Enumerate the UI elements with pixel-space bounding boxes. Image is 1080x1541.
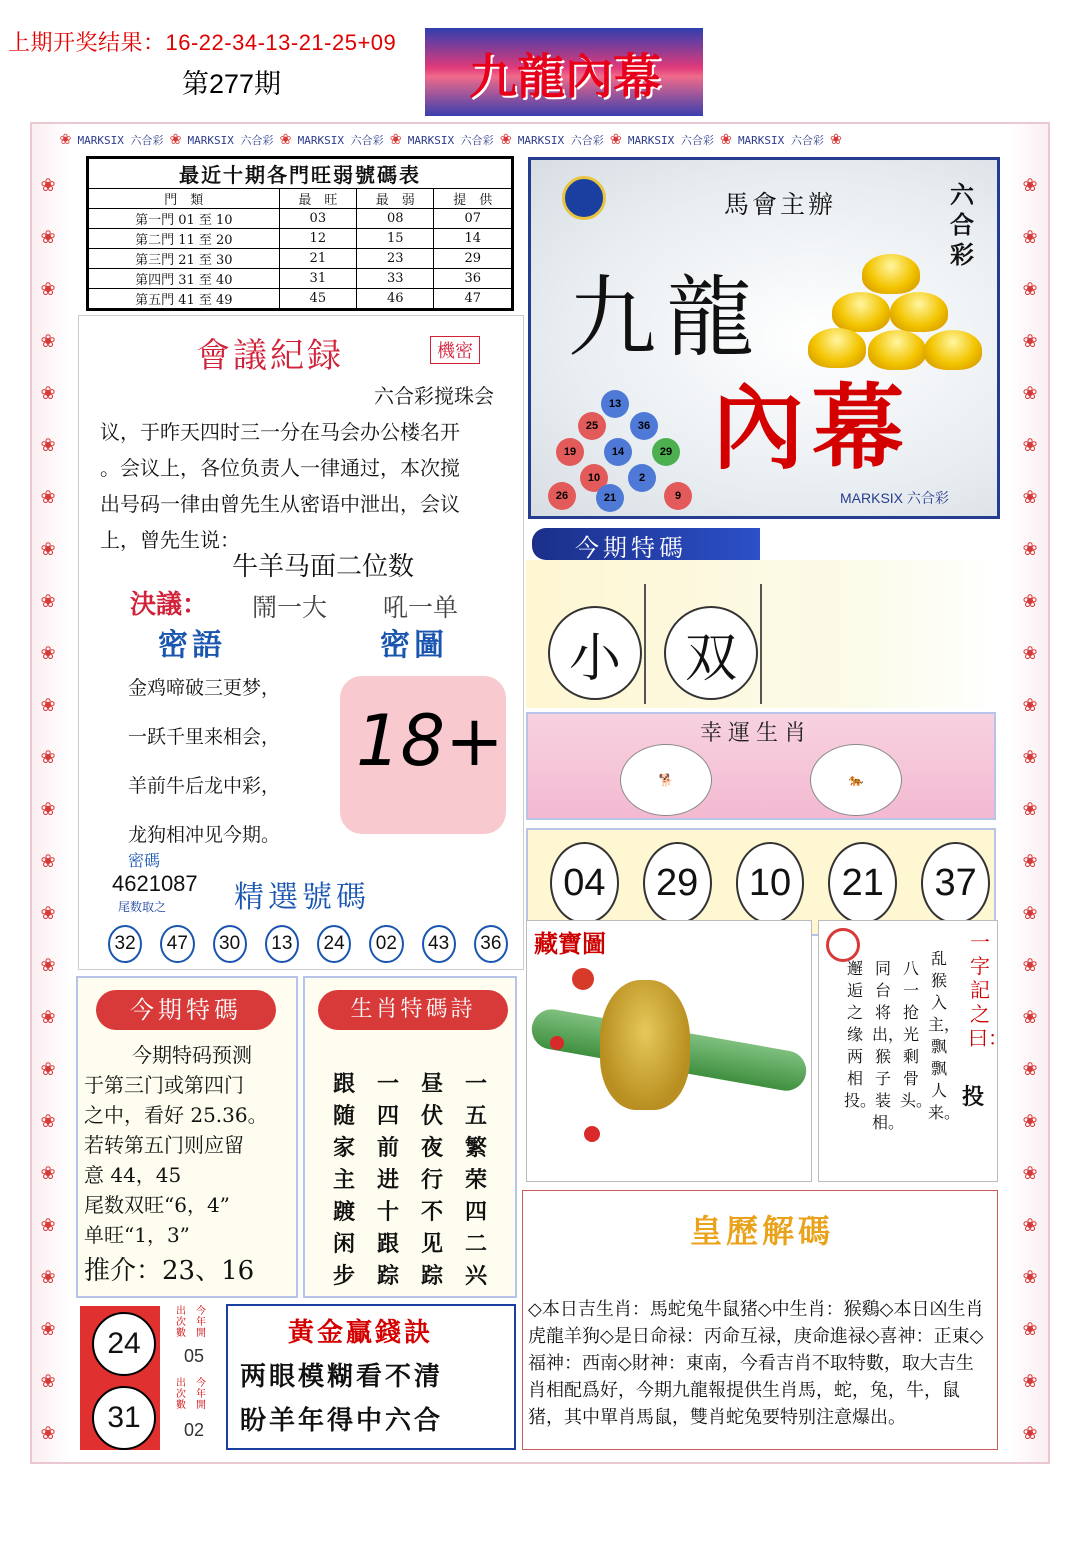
lottery-ball: 29: [652, 438, 680, 466]
table-cell: 第五門 41 至 49: [89, 289, 280, 309]
poem-line: 金鸡啼破三更梦，: [128, 677, 281, 699]
prediction-line: 单旺“1，3”: [84, 1223, 190, 1247]
prediction-line: 若转第五门则应留: [84, 1133, 244, 1157]
frequency-label: 今年開: [196, 1378, 206, 1411]
poem-line: 一跃千里来相会，: [128, 726, 281, 748]
poem-column: 一四前进十跟踪: [376, 1071, 399, 1289]
table-cell: 47: [434, 289, 512, 309]
selected-number: 30: [213, 925, 247, 963]
divider: [644, 584, 646, 704]
table-cell: 45: [279, 289, 356, 309]
border-left-flowers: ❀ ❀ ❀ ❀ ❀ ❀ ❀ ❀ ❀ ❀ ❀ ❀ ❀ ❀ ❀ ❀ ❀ ❀ ❀ ❀ ❀ ❀ ❀ ❀ ❀: [40, 175, 56, 1444]
brand-text: MARKSIX 六合彩: [627, 134, 714, 147]
lottery-ball: 9: [664, 482, 692, 510]
special-pick: 双: [664, 606, 758, 700]
hero-subtitle: 馬會主辦: [724, 190, 837, 219]
table-cell: 03: [279, 209, 356, 229]
table-cell: 第二門 11 至 20: [89, 229, 280, 249]
brand-text: MARKSIX 六合彩: [187, 134, 274, 147]
selected-number: 36: [474, 925, 508, 963]
lottery-ball: 19: [556, 438, 584, 466]
lucky-number: 37: [921, 842, 990, 924]
table-row: [89, 229, 512, 249]
gold-ingot-icon: [862, 254, 920, 294]
almanac-title: 皇歷解碼: [690, 1212, 835, 1250]
special-code-title: 今期特碼: [575, 534, 687, 562]
lottery-ball: 10: [580, 464, 608, 492]
poem-line: 龙狗相冲见今期。: [128, 824, 281, 846]
frequency-label: 出次數: [176, 1306, 186, 1339]
prediction-line: 今期特码预测: [132, 1043, 252, 1067]
cherry-icon: [584, 1126, 600, 1142]
selected-numbers-row: [108, 925, 508, 963]
table-cell: 33: [357, 269, 434, 289]
table-row: [89, 249, 512, 269]
secret-tag: 機密: [430, 336, 480, 364]
zodiac-line: 牛羊马面二位数: [232, 552, 415, 582]
banner-title: 九龍內幕: [468, 49, 661, 105]
monkey-icon: [600, 980, 690, 1110]
flower-icon: ❀: [390, 128, 402, 149]
meeting-poem: [128, 664, 280, 860]
prediction-title: 今期特碼: [96, 990, 276, 1030]
prediction-line: 意 44，45: [84, 1163, 182, 1187]
logo-icon: [562, 176, 606, 220]
brand-text: MARKSIX 六合彩: [297, 134, 384, 147]
lucky-zodiac-title: 幸運生肖: [700, 721, 813, 746]
lucky-numbers-row: [550, 842, 990, 924]
meeting-line: 。会议上，各位负责人一律通过，本次搅: [100, 456, 460, 480]
lottery-ball: 13: [601, 390, 629, 418]
treasure-title: 藏寶圖: [534, 929, 606, 958]
special-pick: 小: [548, 606, 642, 700]
one-word-label: 一字記之曰：: [968, 930, 1008, 1050]
table-cell: 08: [357, 209, 434, 229]
one-word: 投: [962, 1084, 985, 1110]
meeting-title: 會議紀録: [196, 336, 344, 376]
brand-text: MARKSIX 六合彩: [737, 134, 824, 147]
issue-number: 第277期: [182, 69, 282, 99]
dog-icon: 🐕: [620, 744, 712, 816]
table-row: [89, 269, 512, 289]
gold-formula-title: 黃金贏錢訣: [288, 1318, 434, 1348]
code-note: 尾数取之: [118, 900, 167, 914]
table-header: 提 供: [434, 189, 512, 209]
riddle-a: 鬧一大: [252, 593, 328, 622]
border-right-flowers: ❀ ❀ ❀ ❀ ❀ ❀ ❀ ❀ ❀ ❀ ❀ ❀ ❀ ❀ ❀ ❀ ❀ ❀ ❀ ❀ ❀ ❀ ❀ ❀ ❀: [1022, 175, 1038, 1444]
frequency-count: 05: [184, 1346, 205, 1366]
last-result-text: 上期开奖结果：16-22-34-13-21-25+09: [8, 30, 397, 55]
prediction-line: 于第三门或第四门: [84, 1073, 244, 1097]
prediction-line: 之中，看好 25.36。: [84, 1103, 268, 1127]
lottery-ball: 36: [630, 412, 658, 440]
brand-text: MARKSIX 六合彩: [407, 134, 494, 147]
table-header: 最 旺: [279, 189, 356, 209]
seal-icon: [826, 928, 860, 962]
divider: [760, 584, 762, 704]
secret-words-label: 密語: [158, 628, 226, 663]
verse-column: 乱猴入主，飘飘人来。: [928, 949, 961, 1122]
poem-line: 羊前牛后龙中彩，: [128, 775, 281, 797]
gold-formula-line: 盼羊年得中六合: [240, 1406, 444, 1436]
frequency-number: 31: [92, 1386, 156, 1450]
table-header: 最 弱: [357, 189, 434, 209]
table-header: 門 類: [89, 189, 280, 209]
poem-column: 一五繁荣四二兴: [464, 1071, 487, 1289]
meeting-text: [100, 378, 500, 558]
hero-title-sub: 內幕: [712, 375, 913, 482]
lottery-ball: 14: [604, 438, 632, 466]
meeting-line: 上，曾先生说：: [100, 528, 240, 552]
prediction-text: [84, 1040, 298, 1286]
gold-ingot-icon: [868, 330, 926, 370]
selected-number: 32: [108, 925, 142, 963]
table-cell: 12: [279, 229, 356, 249]
brand-text: MARKSIX 六合彩: [77, 134, 164, 147]
flower-icon: ❀: [610, 128, 622, 149]
table-title: 最近十期各門旺弱號碼表: [89, 159, 512, 189]
lucky-number: 21: [828, 842, 897, 924]
poem-column: 跟随家主踱闲步: [332, 1071, 355, 1289]
table-cell: 23: [357, 249, 434, 269]
gold-ingot-icon: [808, 328, 866, 368]
poem-column: 昼伏夜行不见踪: [420, 1071, 443, 1289]
secret-picture-label: 密圖: [380, 628, 448, 663]
flower-icon: ❀: [720, 128, 732, 149]
tiger-icon: 🐅: [810, 744, 902, 816]
flower-icon: ❀: [170, 128, 181, 149]
selected-numbers-title: 精選號碼: [234, 880, 370, 915]
secret-picture-text: 18+: [356, 700, 504, 782]
gold-ingot-icon: [890, 292, 948, 332]
sun-icon: [572, 968, 594, 990]
selected-number: 02: [369, 925, 403, 963]
selected-number: 24: [317, 925, 351, 963]
brand-text: MARKSIX 六合彩: [517, 134, 604, 147]
lucky-number: 04: [550, 842, 619, 924]
hero-lottery-label: 六合彩: [950, 180, 974, 269]
zodiac-poem-title: 生肖特碼詩: [318, 990, 508, 1030]
frequency-count: 02: [184, 1420, 205, 1440]
table-cell: 15: [357, 229, 434, 249]
table-cell: 第一門 01 至 10: [89, 209, 280, 229]
lottery-ball: 2: [628, 464, 656, 492]
selected-number: 13: [265, 925, 299, 963]
code-label: 密碼: [128, 851, 161, 870]
border-top-brand: [60, 128, 841, 149]
table-cell: 31: [279, 269, 356, 289]
table-cell: 46: [357, 289, 434, 309]
gold-ingot-icon: [832, 292, 890, 332]
hero-brand: MARKSIX 六合彩: [840, 490, 949, 506]
meeting-line: 六合彩搅珠会: [374, 384, 494, 408]
table-cell: 第三門 21 至 30: [89, 249, 280, 269]
code-number: 4621087: [112, 871, 198, 896]
flower-icon: ❀: [830, 128, 842, 149]
table-cell: 36: [434, 269, 512, 289]
riddle-b: 吼一单: [383, 593, 459, 622]
lottery-ball: 26: [548, 482, 576, 510]
frequency-label: 今年開: [196, 1306, 206, 1339]
lottery-ball: 21: [596, 484, 624, 512]
table-cell: 29: [434, 249, 512, 269]
table-cell: 14: [434, 229, 512, 249]
meeting-line: 出号码一律由曾先生从密语中泄出，会议: [100, 492, 460, 516]
frequency-label: 出次數: [176, 1378, 186, 1411]
table-cell: 21: [279, 249, 356, 269]
verse-column: 邂逅之缘两相投。: [844, 959, 877, 1110]
lottery-ball: 25: [578, 412, 606, 440]
frequency-number: 24: [92, 1312, 156, 1376]
table-row: [89, 289, 512, 309]
gold-ingot-icon: [924, 330, 982, 370]
cherry-icon: [550, 1036, 564, 1050]
verse-column: 同台将出，猴子装相。: [872, 959, 905, 1132]
flower-icon: ❀: [280, 128, 291, 149]
selected-number: 47: [160, 925, 194, 963]
hot-cold-table: [86, 156, 514, 311]
lucky-number: 10: [736, 842, 805, 924]
flower-icon: ❀: [60, 128, 71, 149]
selected-number: 43: [422, 925, 456, 963]
table-row: [89, 209, 512, 229]
meeting-line: 议，于昨天四时三一分在马会办公楼名开: [100, 420, 460, 444]
prediction-line: 尾数双旺“6，4”: [84, 1193, 230, 1217]
table-cell: 07: [434, 209, 512, 229]
decision-label: 決議：: [130, 590, 209, 620]
verse-column: 八一抢光剩骨头。: [900, 959, 933, 1110]
flower-icon: ❀: [500, 128, 512, 149]
table-cell: 第四門 31 至 40: [89, 269, 280, 289]
lucky-number: 29: [643, 842, 712, 924]
gold-formula-line: 两眼模糊看不清: [240, 1362, 444, 1392]
hero-title-main: 九龍: [568, 266, 765, 369]
prediction-recommend: 推介：23、16: [84, 1256, 255, 1286]
almanac-text: ◇本日吉生肖：馬蛇兔牛鼠猪◇中生肖：猴鷄◇本日凶生肖虎龍羊狗◇是日命禄：丙命互禄，庚命進禄◇喜神：正東◇福神：西南◇財神：東南，今看吉肖不取特數，取大吉生肖相配爲好，今期九龍報提供生肖馬，蛇，兔，牛，鼠猪，其中單肖馬鼠，雙肖蛇兔要特别注意爆出。: [528, 1299, 984, 1428]
